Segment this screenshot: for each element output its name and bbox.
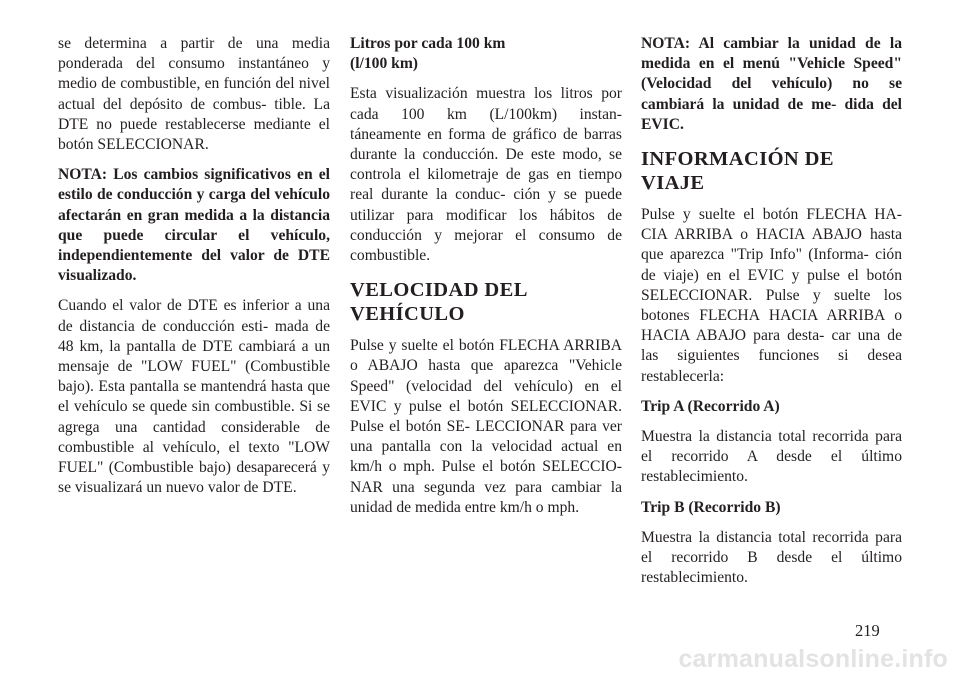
liters-per-100km-heading <box>350 34 622 74</box>
page-number: 219 <box>855 621 880 640</box>
dte-note: NOTA: Los cambios significativos en el estilo de conducción y carga del vehículo afectarán en gran medida a la distancia que puede circular el vehículo, independientemente del valor de DTE visualizado. <box>58 166 330 285</box>
trip-info-heading: INFORMACIÓN DE VIAJE <box>641 148 834 195</box>
vehicle-speed-heading <box>350 278 622 326</box>
column-left <box>58 34 330 508</box>
vehicle-speed-paragraph: Pulse y suelte el botón FLECHA ARRIBA o ABAJO hasta que aparezca "Vehicle Speed" (velocidad del vehículo) en el EVIC y pulse el botón SELECCIONAR. Pulse el botón SE- LECCIONAR para ver una pantalla con la velocidad actual en km/h o mph. Pulse el botón SELECCIO- NAR una segunda vez para cambiar la unidad de medida entre km/h o mph. <box>350 337 622 516</box>
vehicle-speed-heading-line1: VELOCIDAD DEL <box>350 279 528 302</box>
dte-paragraph: se determina a partir de una media ponderada del consumo instantáneo y medio de combustible, en función del nivel actual del depósito de combus- tible. La DTE no puede restablecerse mediante el botón SELECCIONAR. <box>58 35 330 154</box>
trip-info-paragraph: Pulse y suelte el botón FLECHA HA- CIA ARRIBA o HACIA ABAJO hasta que aparezca "Trip Info" (Informa- ción de viaje) en el EVIC y pulse el botón SELECCIONAR. Pulse y suelte los botones FLECHA HACIA ARRIBA o HACIA ABAJO para desta- car una de las siguientes funciones si desea restablecerla: <box>641 206 902 385</box>
trip-a-paragraph: Muestra la distancia total recorrida para el recorrido A desde el último restablecimiento. <box>641 428 902 486</box>
trip-b-paragraph: Muestra la distancia total recorrida para el recorrido B desde el último restablecimiento. <box>641 528 902 587</box>
column-right <box>641 34 902 588</box>
low-fuel-paragraph: Cuando el valor de DTE es inferior a una de distancia de conducción esti- mada de 48 km, la pantalla de DTE cambiará a un mensaje de "LOW FUEL" (Combustible bajo). Esta pantalla se mantendrá hasta que el vehículo se quede sin combustible. Si se agrega una cantidad considerable de combustible al vehículo, el texto "LOW FUEL" (Combustible bajo) desaparecerá y se visualizará un nuevo valor de DTE. <box>58 297 330 497</box>
liters-heading-line1: Litros por cada 100 km <box>350 35 506 52</box>
trip-a-heading: Trip A (Recorrido A) <box>641 397 780 415</box>
vehicle-speed-heading-line2: VEHÍCULO <box>350 303 465 326</box>
watermark: carmanualsonline.info <box>678 645 948 673</box>
unit-change-note: NOTA: Al cambiar la unidad de la medida en el menú "Vehicle Speed" (Velocidad del vehículo) no se cambiará la unidad de me- dida del EVIC. <box>641 35 902 133</box>
liters-paragraph: Esta visualización muestra los litros por cada 100 km (L/100km) instan- táneamente en forma de gráfico de barras durante la conducción. De este modo, se controla el kilometraje de gas en tiempo real durante la conduc- ción y se puede utilizar para modificar los hábitos de conducción y mejorar el consumo de combustible. <box>350 85 622 265</box>
liters-heading-line2: (l/100 km) <box>350 55 419 73</box>
column-middle <box>350 34 622 528</box>
trip-b-heading: Trip B (Recorrido B) <box>641 498 781 516</box>
